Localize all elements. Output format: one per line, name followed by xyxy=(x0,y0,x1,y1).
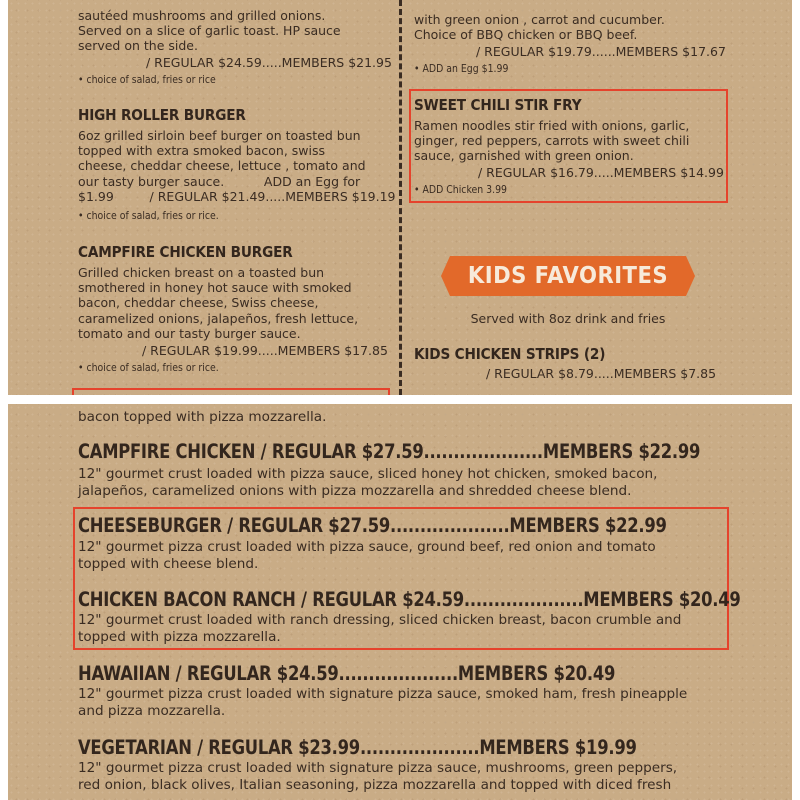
desc-line: $1.99 / REGULAR $21.49.....MEMBERS $19.19 xyxy=(78,188,396,204)
prev-item-price: / REGULAR $24.59.....MEMBERS $21.95 xyxy=(146,55,392,70)
stir-fry-title: SWEET CHILI STIR FRY xyxy=(414,96,582,114)
kids-strips-title: KIDS CHICKEN STRIPS (2) xyxy=(414,345,606,363)
desc-line: topped with pizza mozzarella. xyxy=(78,628,281,645)
desc-line: ginger, red peppers, carrots with sweet chili xyxy=(414,133,690,149)
desc-line: sauce, garnished with green onion. xyxy=(414,148,634,164)
desc-line: Served on a slice of garlic toast. HP sauce xyxy=(78,23,341,39)
desc-line: topped with cheese blend. xyxy=(78,555,259,572)
kids-strips-price: / REGULAR $8.79.....MEMBERS $7.85 xyxy=(486,366,717,381)
desc-line: tomato and our tasty burger sauce. xyxy=(78,325,301,341)
campfire-burger-note: • choice of salad, fries or rice. xyxy=(78,361,219,374)
highlight-box xyxy=(72,388,390,395)
stir-fry-price: / REGULAR $16.79.....MEMBERS $14.99 xyxy=(478,165,724,180)
desc-line: 12" gourmet crust loaded with ranch dressing, sliced chicken breast, bacon crumble and xyxy=(78,612,682,628)
high-roller-title: HIGH ROLLER BURGER xyxy=(78,106,246,124)
high-roller-description xyxy=(78,128,398,204)
cut-off-line: bacon topped with pizza mozzarella. xyxy=(78,409,327,425)
desc-line: caramelized onions, jalapeños, fresh lettuce, xyxy=(78,310,359,326)
pizza-description xyxy=(78,686,778,719)
desc-line: 12" gourmet pizza crust loaded with pizza sauce, ground beef, red onion and tomato xyxy=(78,539,656,555)
pizza-description xyxy=(78,539,778,572)
desc-line: Ramen noodles stir fried with onions, garlic, xyxy=(414,118,690,133)
pizza-description xyxy=(78,466,778,499)
desc-line: smothered in honey hot sauce with smoked xyxy=(78,280,352,296)
pizza-title: CAMPFIRE CHICKEN / REGULAR $27.59....................MEMBERS $22.99 xyxy=(78,440,701,463)
desc-line: with green onion , carrot and cucumber. xyxy=(414,12,665,27)
desc-line: Choice of BBQ chicken or BBQ beef. xyxy=(414,27,638,43)
campfire-burger-description xyxy=(78,265,398,341)
high-roller-note: • choice of salad, fries or rice. xyxy=(78,209,219,222)
desc-line: 6oz grilled sirloin beef burger on toasted bun xyxy=(78,128,361,143)
desc-line: bacon, cheddar cheese, Swiss cheese, xyxy=(78,295,319,311)
pizza-description xyxy=(78,760,778,793)
pizza-description xyxy=(78,612,778,645)
desc-line: and pizza mozzarella. xyxy=(78,702,226,719)
pizza-title: CHEESEBURGER / REGULAR $27.59....................MEMBERS $22.99 xyxy=(78,514,667,537)
stir-fry-note: • ADD Chicken 3.99 xyxy=(414,183,508,196)
desc-line: served on the side. xyxy=(78,38,198,54)
desc-line: Grilled chicken breast on a toasted bun xyxy=(78,265,325,280)
campfire-burger-price: / REGULAR $19.99.....MEMBERS $17.85 xyxy=(142,343,388,358)
kids-subtitle: Served with 8oz drink and fries xyxy=(470,311,666,326)
kids-favorites-banner xyxy=(450,256,686,296)
desc-line: topped with extra smoked bacon, swiss xyxy=(78,143,325,159)
prev-item-note: • choice of salad, fries or rice xyxy=(78,73,216,86)
menu-pizza-panel xyxy=(8,404,792,800)
desc-line: jalapeños, caramelized onions with pizza mozzarella and shredded cheese blend. xyxy=(78,482,632,499)
column-divider xyxy=(399,0,402,395)
desc-line: 12" gourmet pizza crust loaded with signature pizza sauce, mushrooms, green peppers, xyxy=(78,760,678,776)
campfire-burger-title: CAMPFIRE CHICKEN BURGER xyxy=(78,243,293,261)
menu-burgers-panel xyxy=(8,0,792,395)
pizza-title: CHICKEN BACON RANCH / REGULAR $24.59....................MEMBERS $20.49 xyxy=(78,588,741,611)
desc-line: cheese, cheddar cheese, lettuce , tomato and xyxy=(78,158,366,174)
stir-fry-description xyxy=(414,118,734,164)
prev-item-description xyxy=(78,8,398,54)
pizza-title: VEGETARIAN / REGULAR $23.99....................MEMBERS $19.99 xyxy=(78,736,637,759)
pizza-title: HAWAIIAN / REGULAR $24.59....................MEMBERS $20.49 xyxy=(78,662,616,685)
desc-line: sautéed mushrooms and grilled onions. xyxy=(78,8,326,23)
desc-line: 12" gourmet crust loaded with pizza sauce, sliced honey hot chicken, smoked bacon, xyxy=(78,466,658,482)
prev-item-right-description xyxy=(414,12,754,42)
desc-line: red onion, black olives, Italian seasoning, pizza mozzarella and topped with diced fresh xyxy=(78,776,672,793)
prev-item-right-note: • ADD an Egg $1.99 xyxy=(414,62,509,75)
kids-favorites-heading: KIDS FAVORITES xyxy=(467,263,669,289)
desc-line: 12" gourmet pizza crust loaded with signature pizza sauce, smoked ham, fresh pineapple xyxy=(78,686,688,702)
desc-line: our tasty burger sauce. ADD an Egg for xyxy=(78,173,361,189)
prev-item-right-price: / REGULAR $19.79......MEMBERS $17.67 xyxy=(476,44,726,59)
